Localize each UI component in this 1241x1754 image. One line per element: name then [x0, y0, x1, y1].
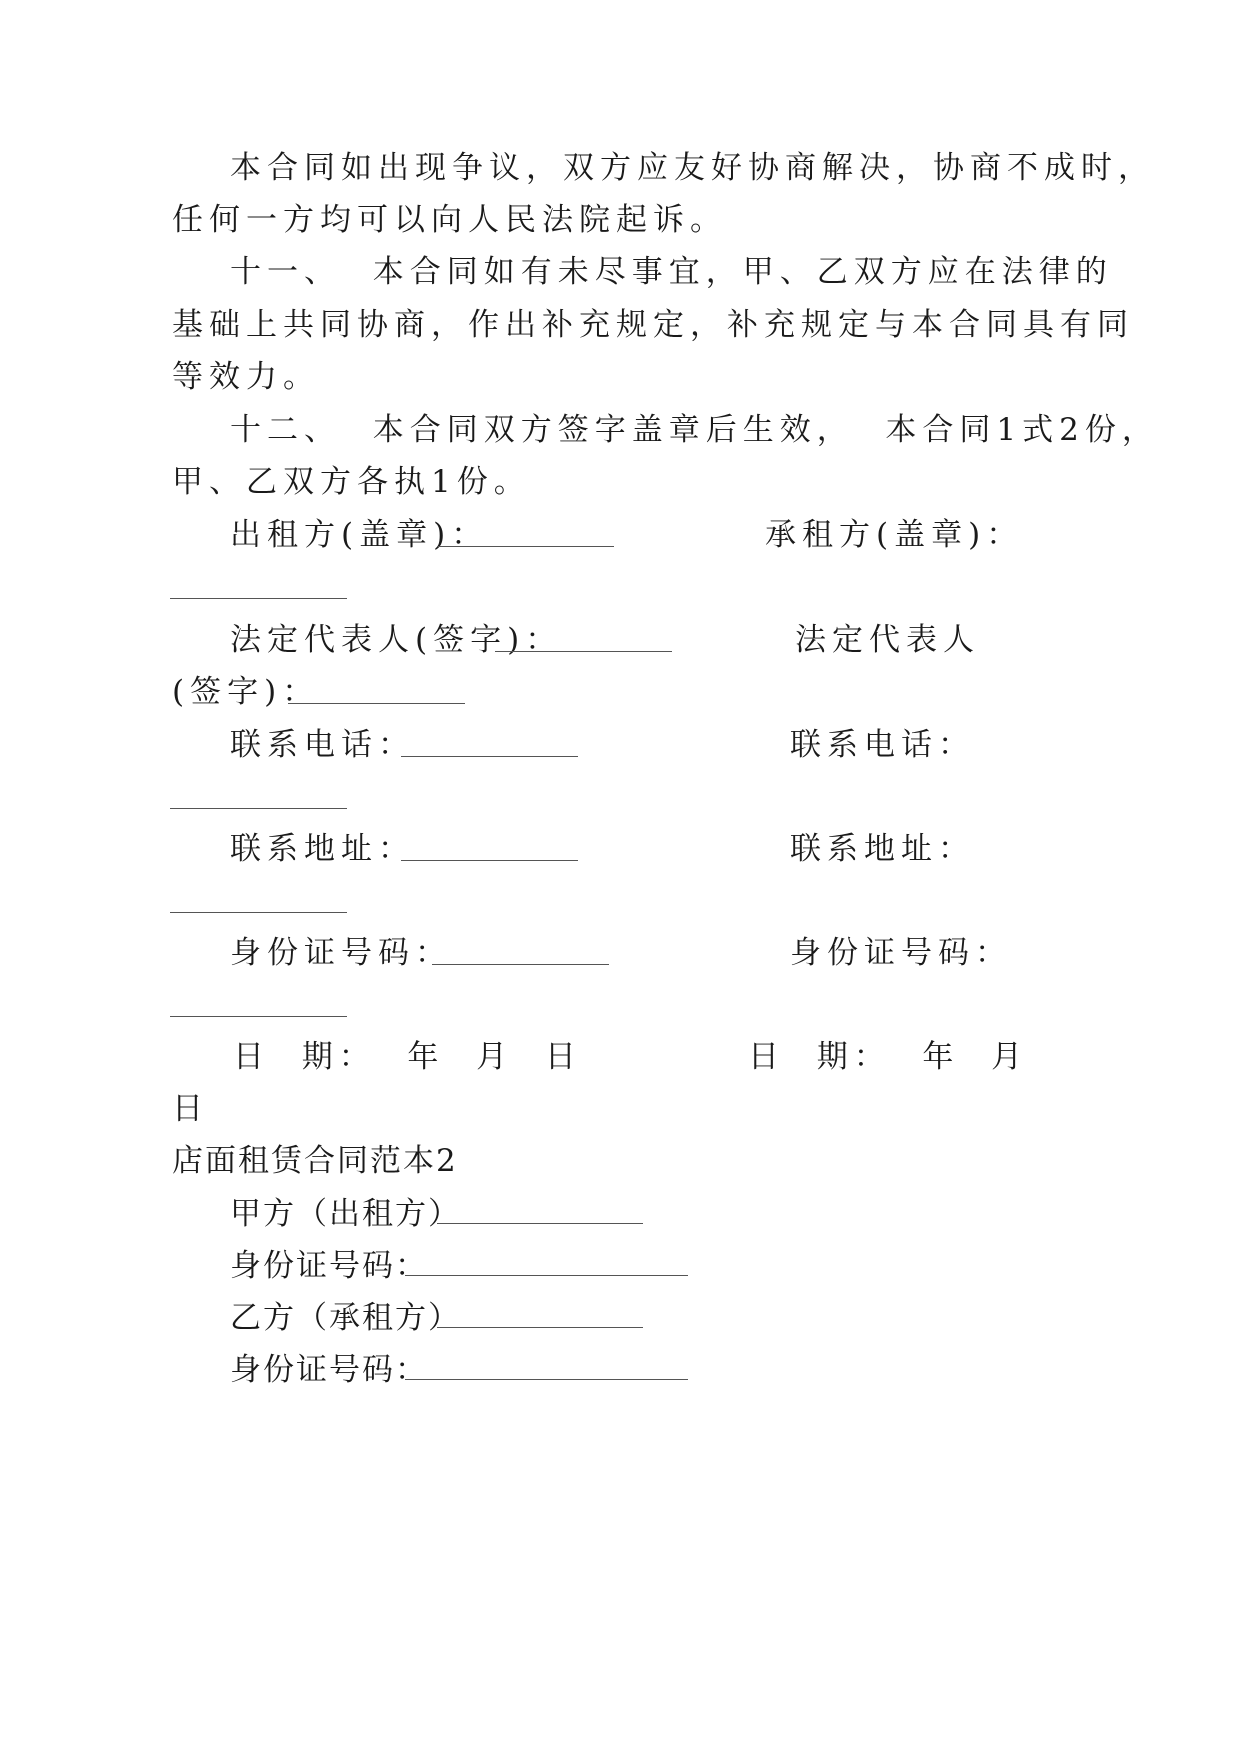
address-left-label: 联系地址： [230, 831, 415, 867]
clause-11-line-1: 十一、 本合同如有未尽事宜，甲、乙双方应在法律的 [230, 254, 1113, 290]
date-left: 日 期： 年 月 日 [233, 1039, 582, 1075]
phone-left-label: 联系电话： [230, 727, 415, 763]
party-b-blank [437, 1327, 643, 1328]
id-b-blank [405, 1379, 688, 1380]
id-a-blank [405, 1275, 688, 1276]
phone-right-blank [170, 808, 347, 809]
clause-11-line-2: 基础上共同协商，作出补充规定，补充规定与本合同具有同 [172, 307, 1134, 343]
id-left-blank [432, 964, 609, 965]
lessee-seal-blank [170, 598, 347, 599]
party-b-label: 乙方（承租方） [230, 1300, 461, 1336]
id-left-label: 身份证号码： [230, 935, 452, 971]
clause-12-line-2: 甲、乙双方各执1份。 [172, 464, 531, 500]
legal-rep-right-label: 法定代表人 [795, 622, 980, 658]
legal-rep-right-label-cont: (签字)： [172, 674, 320, 710]
id-b-label: 身份证号码： [230, 1352, 428, 1388]
phone-left-blank [401, 756, 578, 757]
legal-rep-left-blank [495, 651, 672, 652]
legal-rep-left-label: 法定代表人(签字)： [230, 622, 563, 658]
id-right-blank [170, 1016, 347, 1017]
dispute-line-1: 本合同如出现争议，双方应友好协商解决，协商不成时， [230, 150, 1155, 186]
date-right: 日 期： 年 月 [748, 1039, 1029, 1075]
address-right-label: 联系地址： [790, 831, 975, 867]
clause-12-line-1: 十二、 本合同双方签字盖章后生效， 本合同1式2份， [230, 412, 1159, 448]
party-a-blank [437, 1223, 643, 1224]
lessee-seal-label: 承租方(盖章)： [765, 517, 1024, 553]
address-left-blank [401, 860, 578, 861]
id-a-label: 身份证号码： [230, 1248, 428, 1284]
party-a-label: 甲方（出租方） [230, 1196, 461, 1232]
date-right-cont: 日 [172, 1091, 209, 1127]
clause-11-line-3: 等效力。 [172, 359, 320, 395]
lessor-seal-label: 出租方(盖章)： [230, 517, 489, 553]
dispute-line-2: 任何一方均可以向人民法院起诉。 [172, 202, 727, 238]
lessor-seal-blank [437, 546, 614, 547]
phone-right-label: 联系电话： [790, 727, 975, 763]
legal-rep-right-blank [288, 703, 465, 704]
address-right-blank [170, 912, 347, 913]
section-heading: 店面租赁合同范本2 [172, 1143, 458, 1179]
id-right-label: 身份证号码： [790, 935, 1012, 971]
